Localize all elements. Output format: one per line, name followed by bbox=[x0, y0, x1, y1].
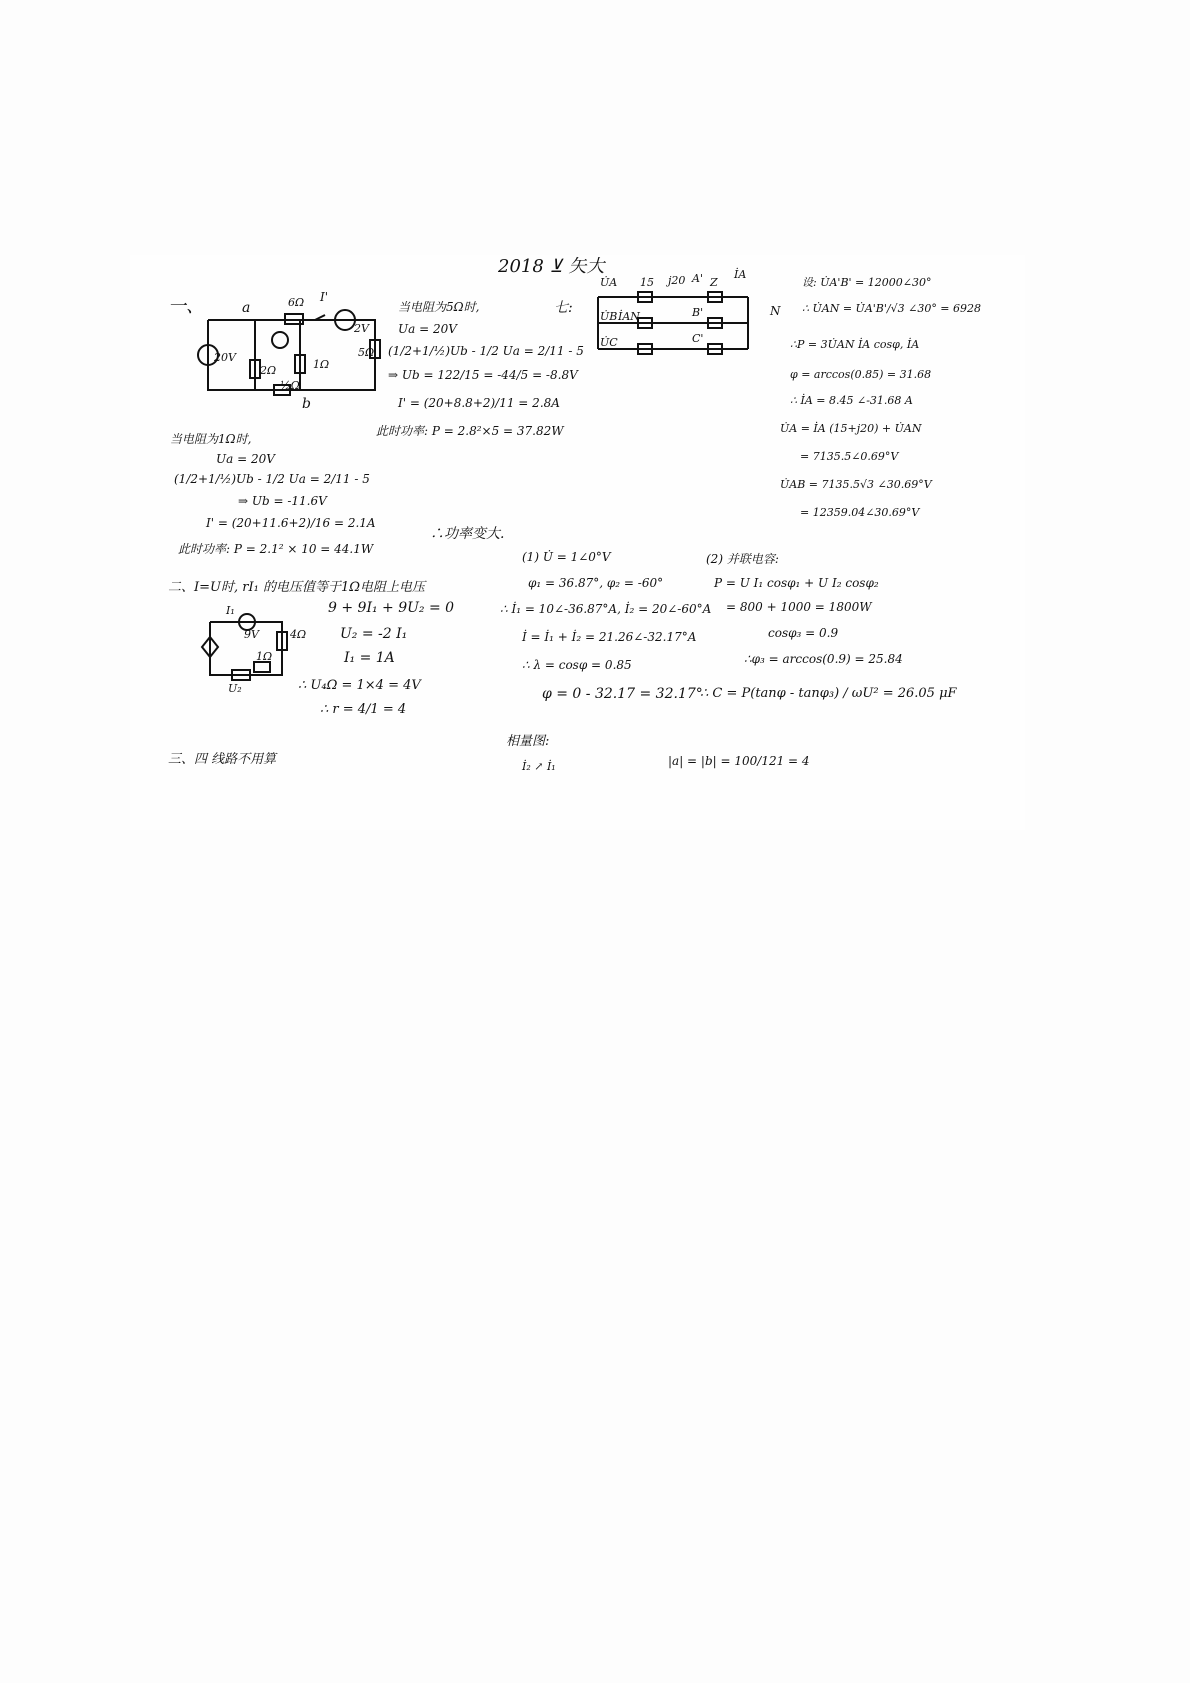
sec1-right-line-1: 当电阻为5Ω时, bbox=[398, 300, 480, 314]
mid-line-4: İ = İ₁ + İ₂ = 21.26∠-32.17°A bbox=[522, 630, 697, 644]
sec1-right-line-4: ⇒ Ub = 122/15 = -44/5 = -8.8V bbox=[388, 368, 578, 382]
sec2-r4-label: 4Ω bbox=[290, 628, 307, 641]
mid-line-8: İ₂ ↗ İ₁ bbox=[522, 760, 556, 773]
resistor-5ohm-label: 5Ω bbox=[358, 346, 375, 359]
sec1-right-line-6: 此时功率: P = 2.8²×5 = 37.82W bbox=[376, 424, 564, 438]
sec1-right-line-2: Ua = 20V bbox=[398, 322, 457, 336]
sec2-i1-label: I₁ bbox=[226, 604, 235, 617]
right2-line-4: cosφ₃ = 0.9 bbox=[768, 626, 839, 640]
section2-circuit-diagram bbox=[202, 604, 302, 687]
sec2-line-2: U₂ = -2 I₁ bbox=[340, 626, 408, 642]
sec7-z1-label: 15 bbox=[640, 276, 654, 289]
section1-heading: 一、 bbox=[168, 296, 204, 317]
sec1-right-line-5: I' = (20+8.8+2)/11 = 2.8A bbox=[398, 396, 560, 410]
right2-line-2: P = U I₁ cosφ₁ + U I₂ cosφ₂ bbox=[714, 576, 879, 590]
mid-line-2: φ₁ = 36.87°, φ₂ = -60° bbox=[528, 576, 664, 590]
sec7-right-line-5: ∴ İA = 8.45 ∠-31.68 A bbox=[790, 394, 913, 407]
sec1-left-line-5: I' = (20+11.6+2)/16 = 2.1A bbox=[206, 516, 376, 530]
source-20v-label: 20V bbox=[214, 351, 236, 364]
sec2-line-4: ∴ U₄Ω = 1×4 = 4V bbox=[298, 678, 421, 693]
sec1-conclusion: ∴功率变大. bbox=[430, 526, 505, 542]
sec7-ia-label: İA bbox=[734, 268, 747, 281]
section3-heading: 三、四 线路不用算 bbox=[168, 752, 277, 767]
right2-line-6: ∴ C = P(tanφ - tanφ₃) / ωU² = 26.05 μF bbox=[700, 686, 957, 701]
resistor-6ohm-label: 6Ω bbox=[288, 296, 305, 309]
sec7-right-line-6: U̇A = İA (15+j20) + U̇AN bbox=[780, 422, 922, 435]
resistor-1ohm-label: 1Ω bbox=[313, 358, 330, 371]
mid-line-6: φ = 0 - 32.17 = 32.17° bbox=[542, 686, 703, 702]
resistor-half-label: ½Ω bbox=[280, 379, 300, 392]
sec7-right-line-4: φ = arccos(0.85) = 31.68 bbox=[790, 368, 932, 381]
dependent-source bbox=[272, 332, 288, 348]
node-b-label: b bbox=[302, 396, 311, 412]
source-2v-label: 2V bbox=[354, 322, 369, 335]
mid-line-1: (1) U̇ = 1∠0°V bbox=[522, 550, 611, 564]
right2-line-1: (2) 并联电容: bbox=[706, 552, 779, 566]
page-title: 2018 ⊻ 矢大 bbox=[498, 256, 605, 277]
sec7-ua-label: U̇A bbox=[600, 276, 618, 289]
resistor-2ohm-label: 2Ω bbox=[260, 364, 277, 377]
section7-heading: 七: bbox=[554, 300, 573, 316]
sec1-left-line-2: Ua = 20V bbox=[216, 452, 275, 466]
sec2-line-3: I₁ = 1A bbox=[344, 650, 395, 666]
mid-line-3: ∴ İ₁ = 10∠-36.87°A, İ₂ = 20∠-60°A bbox=[500, 602, 712, 616]
section2-heading: 二、I=U时, rI₁ 的电压值等于1Ω电阻上电压 bbox=[168, 580, 425, 595]
sec1-left-line-4: ⇒ Ub = -11.6V bbox=[238, 494, 327, 508]
right2-line-5: ∴φ₃ = arccos(0.9) = 25.84 bbox=[744, 652, 903, 666]
sec7-n-label: N bbox=[770, 304, 781, 318]
sec7-uc-label: U̇C bbox=[600, 336, 618, 349]
sec7-right-line-3: ∴P = 3U̇AN İA cosφ, İA bbox=[790, 338, 920, 351]
sec2-line-5: ∴ r = 4/1 = 4 bbox=[320, 702, 407, 717]
sec2-r1-label: 1Ω bbox=[256, 650, 273, 663]
sec7-z-label: Z bbox=[710, 276, 718, 289]
sec2-9v-label: 9V bbox=[244, 628, 259, 641]
mid-line-5: ∴ λ = cosφ = 0.85 bbox=[522, 658, 632, 672]
mid-line-7: 相量图: bbox=[506, 734, 550, 749]
sec7-right-line-9: = 12359.04∠30.69°V bbox=[800, 506, 920, 519]
current-label: I' bbox=[320, 290, 329, 304]
sec1-right-line-3: (1/2+1/½)Ub - 1/2 Ua = 2/11 - 5 bbox=[388, 344, 584, 358]
sec7-right-line-8: U̇AB = 7135.5√3 ∠30.69°V bbox=[780, 478, 932, 491]
sec7-right-line-7: = 7135.5∠0.69°V bbox=[800, 450, 899, 463]
right2-line-3: = 800 + 1000 = 1800W bbox=[726, 600, 872, 614]
sec2-u2-label: U₂ bbox=[228, 682, 242, 695]
sec7-ub-label: U̇B bbox=[600, 310, 618, 323]
sec2-line-1: 9 + 9I₁ + 9U₂ = 0 bbox=[328, 600, 455, 616]
sec7-ian-label: İAN bbox=[618, 310, 640, 323]
sec7-cprime-label: C' bbox=[692, 332, 704, 345]
sec7-z2-label: j20 bbox=[668, 274, 686, 287]
sec1-left-line-1: 当电阻为1Ω时, bbox=[170, 432, 252, 446]
sec7-bprime-label: B' bbox=[692, 306, 704, 319]
sec1-left-line-3: (1/2+1/½)Ub - 1/2 Ua = 2/11 - 5 bbox=[174, 472, 370, 486]
node-a-label: a bbox=[242, 300, 251, 316]
right2-bottom: |a| = |b| = 100/121 = 4 bbox=[668, 754, 810, 768]
sec7-aprime-label: A' bbox=[692, 272, 703, 285]
sec7-right-line-1: 设: U̇A'B' = 12000∠30° bbox=[802, 276, 932, 289]
section7-three-phase-circuit bbox=[588, 285, 768, 365]
sec7-right-line-2: ∴ U̇AN = U̇A'B'/√3 ∠30° = 6928 bbox=[802, 302, 982, 315]
handwritten-sheet bbox=[130, 255, 1025, 830]
sec1-left-line-6: 此时功率: P = 2.1² × 10 = 44.1W bbox=[178, 542, 374, 556]
